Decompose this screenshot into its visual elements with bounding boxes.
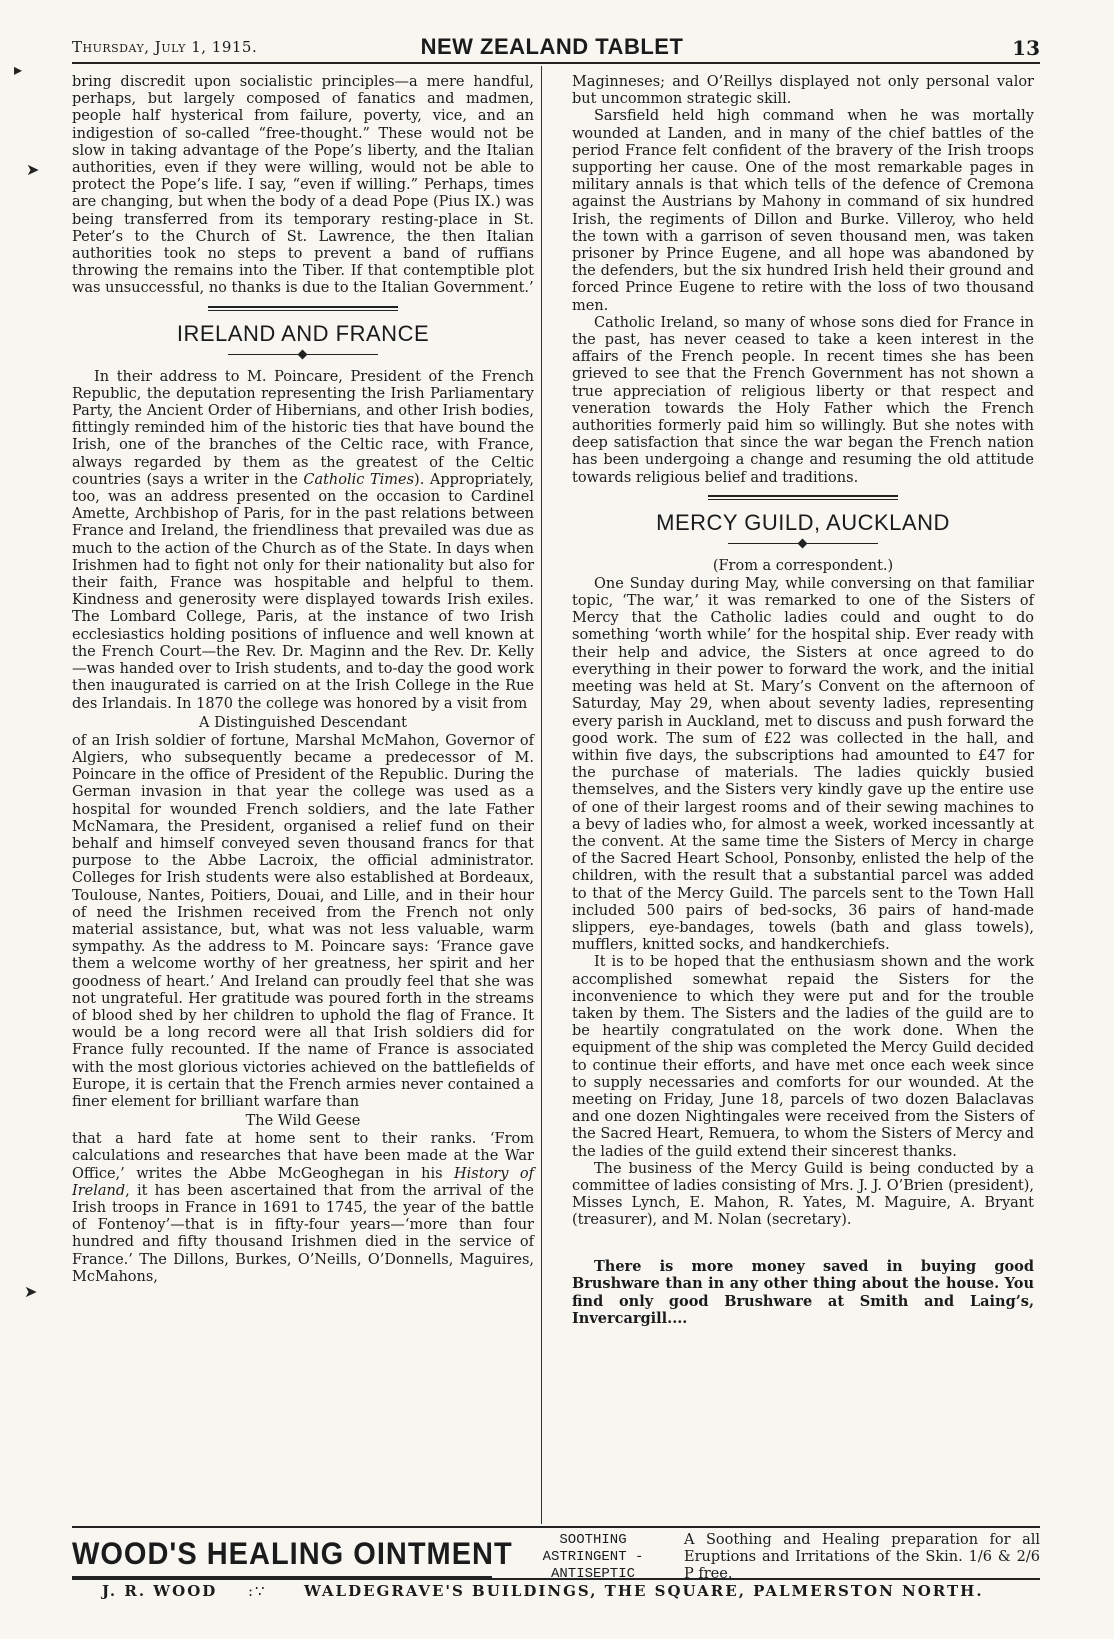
article-separator: [208, 306, 398, 311]
article-heading-ireland-france: IRELAND AND FRANCE: [176, 320, 430, 346]
ornament-rule: [228, 351, 378, 359]
masthead: [72, 32, 1040, 62]
page-number: 13: [1012, 36, 1040, 60]
issue-date: Thursday, July 1, 1915.: [72, 38, 258, 56]
newspaper-title: NEW ZEALAND TABLET: [420, 34, 684, 59]
proprietor-address: WALDEGRAVE'S BUILDINGS, THE SQUARE, PALMERSTON NORTH.: [304, 1582, 984, 1600]
margin-pointer-icon: ➤: [24, 1282, 38, 1301]
right-column: [572, 74, 1034, 1342]
ad-top-rule: [72, 1526, 1040, 1528]
product-name: WOOD'S HEALING OINTMENT: [72, 1536, 513, 1572]
column-divider: [541, 66, 542, 1524]
paragraph: The business of the Mercy Guild is being conducted by a committee of ladies consisting of Mrs. J. J. O’Brien (president), Misses Lynch, E. Mahon, R. Yates, M. Maguire, A. Bryant (treasurer), and M. Nolan (secretary).: [572, 1160, 1034, 1229]
paragraph: In their address to M. Poincare, President of the French Republic, the deputation representing the Irish Parliamentary Party, the Ancient Order of Hibernians, and other Irish bodies, fittingly reminded him of the historic ties that have bound the Irish, one of the branches of the Celtic race, with France, always regarded by them as the greatest of the Celtic countries (says a writer in the Catholic Times). Appropriately, too, was an address presented on the occasion to Cardinel Amette, Archbishop of Paris, for in the past relations between France and Ireland, the friendliness that prevailed was due as much to the action of the Church as of the State. In days when Irishmen had to fight not only for their nationality but also for their faith, France was hospitable and helpful to them. Kindness and generosity were displayed towards Irish exiles. The Lombard College, Paris, at the instance of two Irish ecclesiastics holding positions of influence and well known at the French Court—the Rev. Dr. Maginn and the Rev. Dr. Kelly—was handed over to Irish students, and to-day the good work then inaugurated is carried on at the Irish College in the Rue des Irlandais. In 1870 the college was honored by a visit from: [72, 368, 534, 712]
subheading: A Distinguished Descendant: [199, 714, 407, 731]
property-astringent: ASTRINGENT -: [542, 1549, 644, 1565]
paragraph: Sarsfield held high command when he was mortally wounded at Landen, and in many of the chief battles of the period France felt confident of the bravery of the Irish troops supporting her cause. One of the most remarkable pages in military annals is that which tells of the defence of Cremona against the Austrians by Mahony in command of six hundred Irish, the regiments of Dillon and Burke. Villeroy, who held the town with a garrison of seven thousand men, was taken prisoner by Prince Eugene, and all hope was abandoned by the defenders, but the six hundred Irish held their ground and forced Prince Eugene to retire with the loss of two thousand men.: [572, 108, 1034, 314]
paragraph: One Sunday during May, while conversing on that familiar topic, ‘The war,’ it was remarked to one of the Sisters of Mercy that the Catholic ladies could and ought to do something ‘worth while’ for the hospital ship. Ever ready with their help and advice, the Sisters at once agreed to do everything in their power to forward the work, and the initial meeting was held at St. Mary’s Convent on the afternoon of Saturday, May 29, when about seventy ladies, representing every parish in Auckland, met to discuss and push forward the good work. The sum of £22 was collected in the hall, and within five days, the subscriptions had amounted to £47 for the purchase of materials. The ladies quickly busied themselves, and the Sisters very kindly gave up the entire use of one of their largest rooms and of their sewing machines to a bevy of ladies who, for almost a week, worked incessantly at the convent. At the same time the Sisters of Mercy in charge of the Sacred Heart School, Ponsonby, enlisted the help of the children, with the result that a substantial parcel was added to that of the Mercy Guild. The parcels sent to the Town Hall included 500 pairs of bed-socks, 36 pairs of hand-made slippers, eye-bandages, towels (bath and glass towels), mufflers, knitted socks, and handkerchiefs.: [572, 575, 1034, 954]
article-heading-mercy-guild: MERCY GUILD, AUCKLAND: [656, 509, 950, 535]
ornament-rule: [728, 540, 878, 548]
product-description: A Soothing and Healing preparation for all Eruptions and Irritations of the Skin. 1/6 & 2/6 P free.: [684, 1532, 1040, 1582]
paragraph: Catholic Ireland, so many of whose sons died for France in the past, has never ceased to take a keen interest in the affairs of the French people. In recent times she has been grieved to see that the French Government has not shown a true appreciation of religious liberty or that respect and veneration towards the Holy Father which the French authorities formerly paid him so willingly. But she notes with deep satisfaction that since the war began the French nation has been undergoing a change and resuming the old attitude towards religious belief and traditions.: [572, 314, 1034, 486]
brushware-advertisement: There is more money saved in buying good Brushware than in any other thing about the house. You find only good Brushware at Smith and Laing’s, Invercargill....: [572, 1257, 1034, 1328]
property-soothing: SOOTHING: [559, 1532, 627, 1548]
paragraph: Maginneses; and O’Reillys displayed not only personal valor but uncommon strategic skill.: [572, 74, 1034, 108]
byline: (From a correspondent.): [712, 557, 894, 574]
left-column: [72, 74, 534, 1286]
property-antiseptic: ANTISEPTIC: [550, 1566, 635, 1582]
header-rule: [72, 62, 1040, 64]
product-properties: [518, 1532, 668, 1583]
subheading: The Wild Geese: [245, 1113, 361, 1130]
margin-pointer-icon: ➤: [26, 160, 40, 179]
proprietor-name: J. R. WOOD: [102, 1582, 218, 1600]
footer-rule: [72, 1578, 1040, 1580]
continued-paragraph: bring discredit upon socialistic principles—a mere handful, perhaps, but largely composed of fanatics and madmen, people half hysterical from failure, poverty, vice, and an indigestion of so-called “free-thought.” These would not be slow in taking advantage of the Pope’s liberty, and the Italian authorities, even if they were willing, would not be able to protect the Pope’s life. I say, “even if willing.” Perhaps, times are changing, but when the body of a dead Pope (Pius IX.) was being transferred from its temporary resting-place in St. Peter’s to the Church of St. Lawrence, the then Italian authorities took no steps to prevent a band of ruffians throwing the remains into the Tiber. If that contemptible plot was unsuccessful, no thanks is due to the Italian Government.’: [72, 74, 534, 297]
paragraph: of an Irish soldier of fortune, Marshal McMahon, Governor of Algiers, who subsequently became a predecessor of M. Poincare in the office of President of the Republic. During the German invasion in that year the college was used as a hospital for wounded French soldiers, and the late Father McNamara, the President, organised a relief fund on their behalf and himself conveyed seven thousand francs for that purpose to the Abbe Lacroix, the official administrator. Colleges for Irish students were also established at Bordeaux, Toulouse, Nantes, Poitiers, Douai, and Lille, and in their hour of need the Irishmen received from the French not only material assistance, but, what was not less valuable, warm sympathy. As the address to M. Poincare says: ‘France gave them a welcome worthy of her greatness, her spirit and her goodness of heart.’ And Ireland can proudly feel that she was not ungrateful. Her gratitude was poured forth in the streams of blood shed by her children to uphold the flag of France. It would be a long record were all that Irish soldiers did for France fully recounted. If the name of France is associated with the most glorious victories achieved on the battlefields of Europe, it is certain that the French armies never contained a finer element for brilliant warfare than: [72, 732, 534, 1110]
footer-separator: :∵: [248, 1582, 267, 1600]
paragraph: that a hard fate at home sent to their ranks. ‘From calculations and researches that have been made at the War Office,’ writes the Abbe McGeoghegan in his History of Ireland, it has been ascertained that from the arrival of the Irish troops in France in 1691 to 1745, the year of the battle of Fontenoy’—that is in fifty-four years—‘more than four hundred and fifty thousand Irishmen died in the service of France.’ The Dillons, Burkes, O’Neills, O’Donnells, Maguires, McMahons,: [72, 1131, 534, 1285]
article-separator: [708, 495, 898, 500]
margin-arrow-icon: ▸: [14, 60, 23, 79]
paragraph: It is to be hoped that the enthusiasm shown and the work accomplished somewhat repaid the Sisters for the inconvenience to which they were put and for the trouble taken by them. The Sisters and the ladies of the guild are to be heartily congratulated on the work done. When the equipment of the ship was completed the Mercy Guild decided to continue their efforts, and have met once each week since to supply necessaries and comforts for our wounded. At the meeting on Friday, June 18, parcels of two dozen Balaclavas and one dozen Nightingales were received from the Sisters of the Sacred Heart, Remuera, to whom the Sisters of Mercy and the ladies of the guild extend their sincerest thanks.: [572, 954, 1034, 1160]
